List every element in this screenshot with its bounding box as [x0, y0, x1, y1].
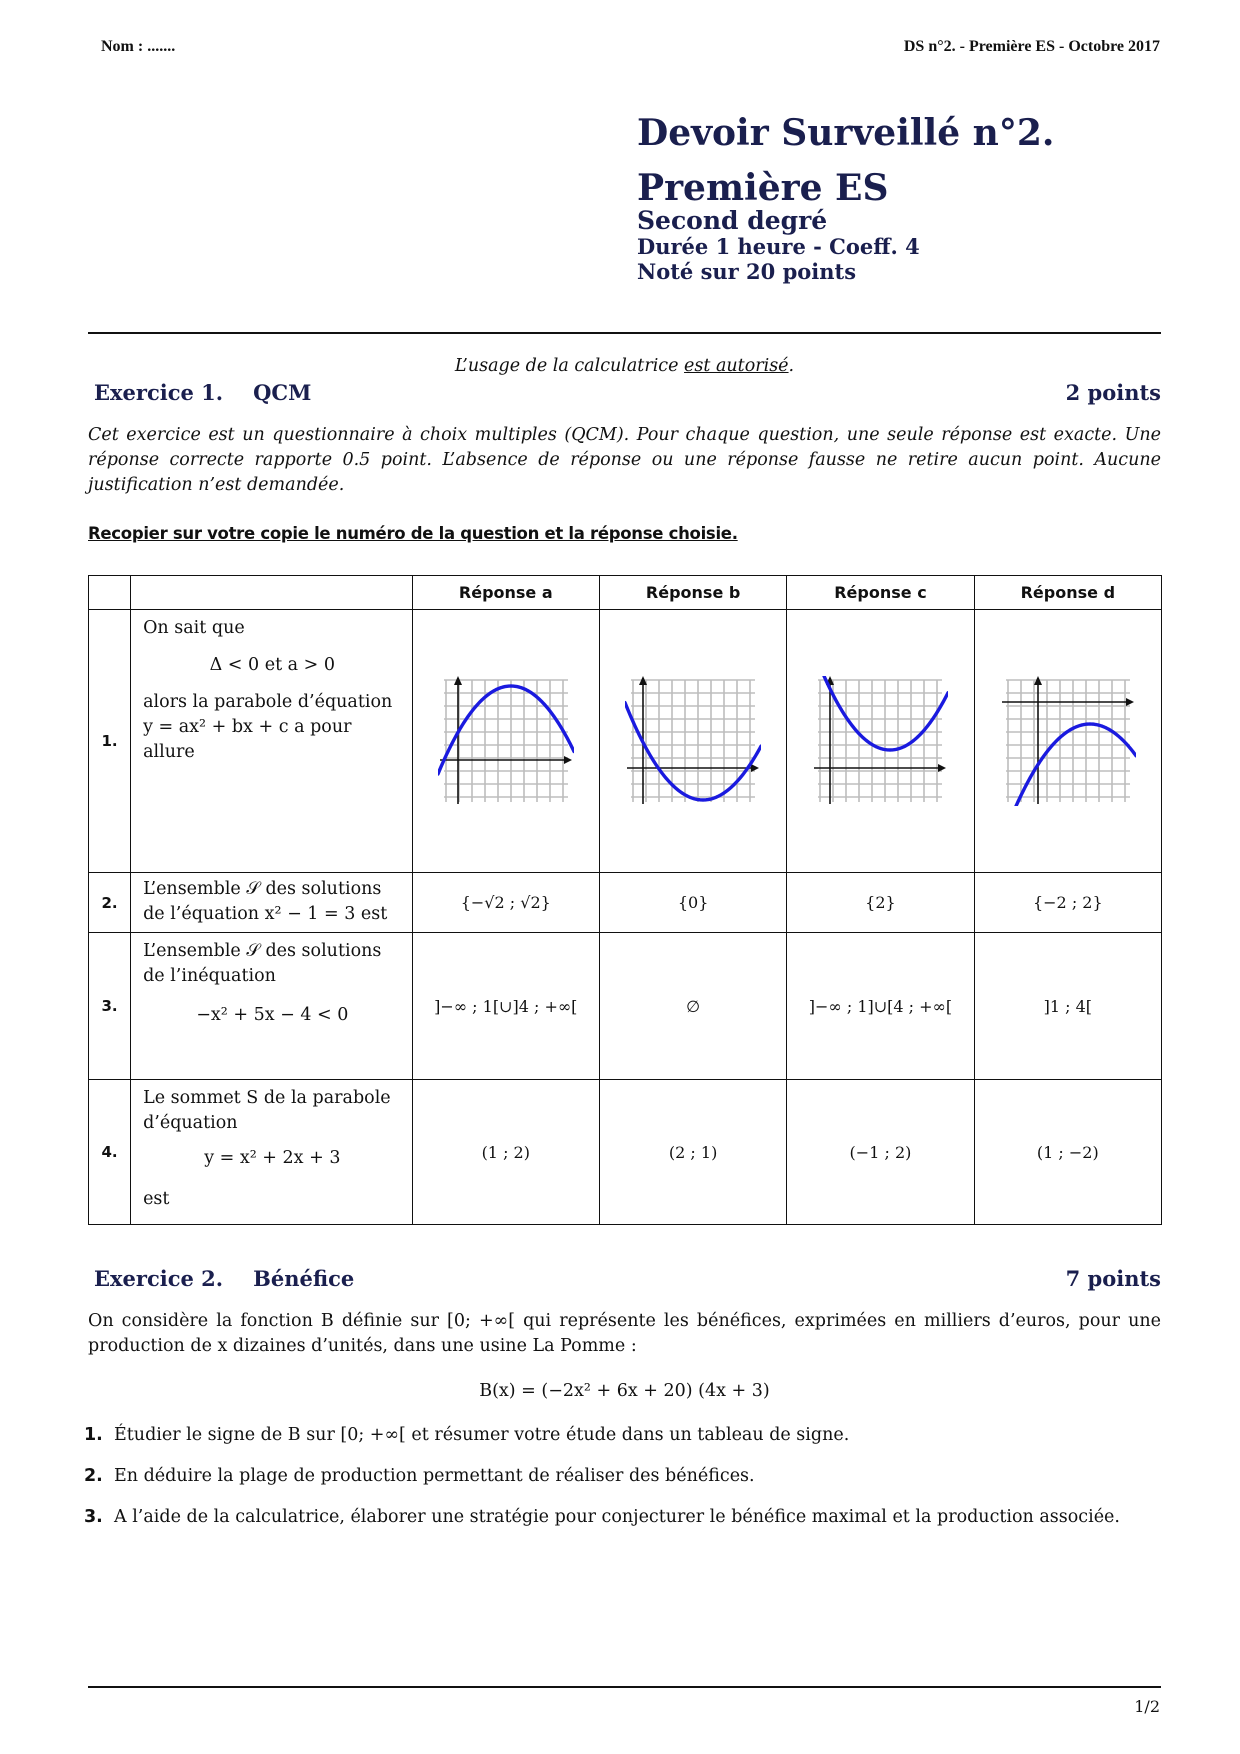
question-1-text	[131, 610, 413, 873]
q1-text-line3: y = ax² + bx + c a pour allure	[143, 717, 352, 762]
exercise1-label: Exercice 1.	[94, 380, 224, 405]
exercise2-title: Bénéfice	[253, 1266, 355, 1291]
footer-divider	[88, 1686, 1161, 1688]
question-3-text	[131, 933, 413, 1080]
topic-title: Second degré	[637, 206, 828, 235]
q2-answer-a[interactable]: {−√2 ; √2}	[412, 873, 599, 933]
q1-text-line1: On sait que	[143, 618, 245, 638]
q2-answer-d[interactable]: {−2 ; 2}	[974, 873, 1161, 933]
q1-answer-d[interactable]	[974, 610, 1161, 873]
parabola-graph-c	[812, 676, 948, 806]
q4-formula: y = x² + 2x + 3	[204, 1148, 341, 1168]
exercise1-instruction: Recopier sur votre copie le numéro de la question et la réponse choisie.	[88, 524, 738, 543]
table-row	[89, 873, 1162, 933]
x-axis-arrow	[1126, 698, 1134, 706]
q2-answer-c[interactable]: {2}	[787, 873, 974, 933]
header-empty-num	[89, 576, 131, 610]
calc-note-underlined: est autorisé	[684, 356, 789, 376]
list-item	[84, 1425, 1154, 1445]
exercise2-heading	[94, 1266, 1161, 1291]
item-1-number: 1.	[84, 1425, 103, 1445]
q3-answer-d[interactable]: ]1 ; 4[	[974, 933, 1161, 1080]
q3-answer-c[interactable]: ]−∞ ; 1]∪[4 ; +∞[	[787, 933, 974, 1080]
exercise1-heading	[94, 380, 1161, 405]
exercise2-label: Exercice 2.	[94, 1266, 224, 1291]
exercise2-intro: On considère la fonction B définie sur [0; +∞[ qui représente les bénéfices, exprimées en milliers d’euros, pour une production de x dizaines d’unités, dans une usine La Pomme :	[88, 1311, 1161, 1356]
item-2-number: 2.	[84, 1466, 103, 1486]
item-3-text: A l’aide de la calculatrice, élaborer une stratégie pour conjecturer le bénéfice maximal et la production associée.	[114, 1507, 1120, 1527]
list-item	[84, 1466, 1154, 1486]
page-number: 1/2	[1134, 1697, 1160, 1716]
question-2-text: L’ensemble 𝒮 des solutions de l’équation x² − 1 = 3 est	[131, 873, 413, 933]
q3-formula: −x² + 5x − 4 < 0	[196, 1005, 349, 1025]
q4-answer-b[interactable]: (2 ; 1)	[599, 1080, 786, 1225]
qcm-table	[88, 575, 1162, 1225]
duration-info: Durée 1 heure - Coeff. 4	[637, 234, 920, 259]
table-row	[89, 933, 1162, 1080]
q1-answer-a[interactable]	[412, 610, 599, 873]
q2-answer-b[interactable]: {0}	[599, 873, 786, 933]
list-item	[84, 1507, 1154, 1527]
q1-answer-b[interactable]	[599, 610, 786, 873]
header-answer-a: Réponse a	[412, 576, 599, 610]
table-header-row	[89, 576, 1162, 610]
q4-answer-a[interactable]: (1 ; 2)	[412, 1080, 599, 1225]
exercise1-intro: Cet exercice est un questionnaire à choix multiples (QCM). Pour chaque question, une seule réponse est exacte. Une réponse correcte rapporte 0.5 point. L’absence de réponse ou une réponse fausse ne retire aucun point. Aucune justification n’est demandée.	[88, 425, 1161, 495]
item-2-text: En déduire la plage de production permettant de réaliser des bénéfices.	[114, 1466, 755, 1486]
q4-text: Le sommet S de la parabole d’équation	[143, 1088, 391, 1133]
exercise2-formula: B(x) = (−2x² + 6x + 20) (4x + 3)	[479, 1381, 770, 1401]
parabola-curve	[824, 676, 948, 750]
q3-answer-b[interactable]: ∅	[599, 933, 786, 1080]
table-row	[89, 610, 1162, 873]
question-1-number: 1.	[89, 610, 131, 873]
q1-answer-c[interactable]	[787, 610, 974, 873]
item-1-text: Étudier le signe de B sur [0; +∞[ et résumer votre étude dans un tableau de signe.	[114, 1425, 850, 1445]
question-4-text	[131, 1080, 413, 1225]
header-divider	[88, 332, 1161, 334]
document-header: DS n°2. - Première ES - Octobre 2017	[903, 38, 1160, 55]
calculator-note	[88, 356, 1161, 376]
class-title: Première ES	[637, 167, 889, 209]
header-empty-question	[131, 576, 413, 610]
q4-text-end: est	[143, 1189, 170, 1209]
parabola-graph-d	[1000, 676, 1136, 806]
question-3-number: 3.	[89, 933, 131, 1080]
header-answer-c: Réponse c	[787, 576, 974, 610]
exercise1-points: 2 points	[1065, 380, 1161, 405]
q4-answer-c[interactable]: (−1 ; 2)	[787, 1080, 974, 1225]
question-4-number: 4.	[89, 1080, 131, 1225]
table-row	[89, 1080, 1162, 1225]
header-answer-d: Réponse d	[974, 576, 1161, 610]
calc-note-text: L’usage de la calculatrice	[454, 356, 685, 376]
item-3-number: 3.	[84, 1507, 103, 1527]
exercise1-title: QCM	[253, 380, 312, 405]
exercise2-points: 7 points	[1065, 1266, 1161, 1291]
calc-note-end: .	[788, 356, 795, 376]
grading-info: Noté sur 20 points	[637, 259, 857, 284]
page-title: Devoir Surveillé n°2.	[637, 112, 1055, 154]
grid	[444, 680, 568, 802]
question-2-number: 2.	[89, 873, 131, 933]
header-answer-b: Réponse b	[599, 576, 786, 610]
parabola-graph-a	[438, 676, 574, 806]
grid	[1006, 680, 1130, 802]
q3-answer-a[interactable]: ]−∞ ; 1[∪]4 ; +∞[	[412, 933, 599, 1080]
q1-formula: Δ < 0 et a > 0	[209, 655, 336, 675]
q1-text-line2: alors la parabole d’équation	[143, 692, 393, 712]
parabola-graph-b	[625, 676, 761, 806]
student-name-field: Nom : .......	[101, 38, 176, 55]
q4-answer-d[interactable]: (1 ; −2)	[974, 1080, 1161, 1225]
q3-text: L’ensemble 𝒮 des solutions de l’inéquation	[143, 941, 382, 986]
